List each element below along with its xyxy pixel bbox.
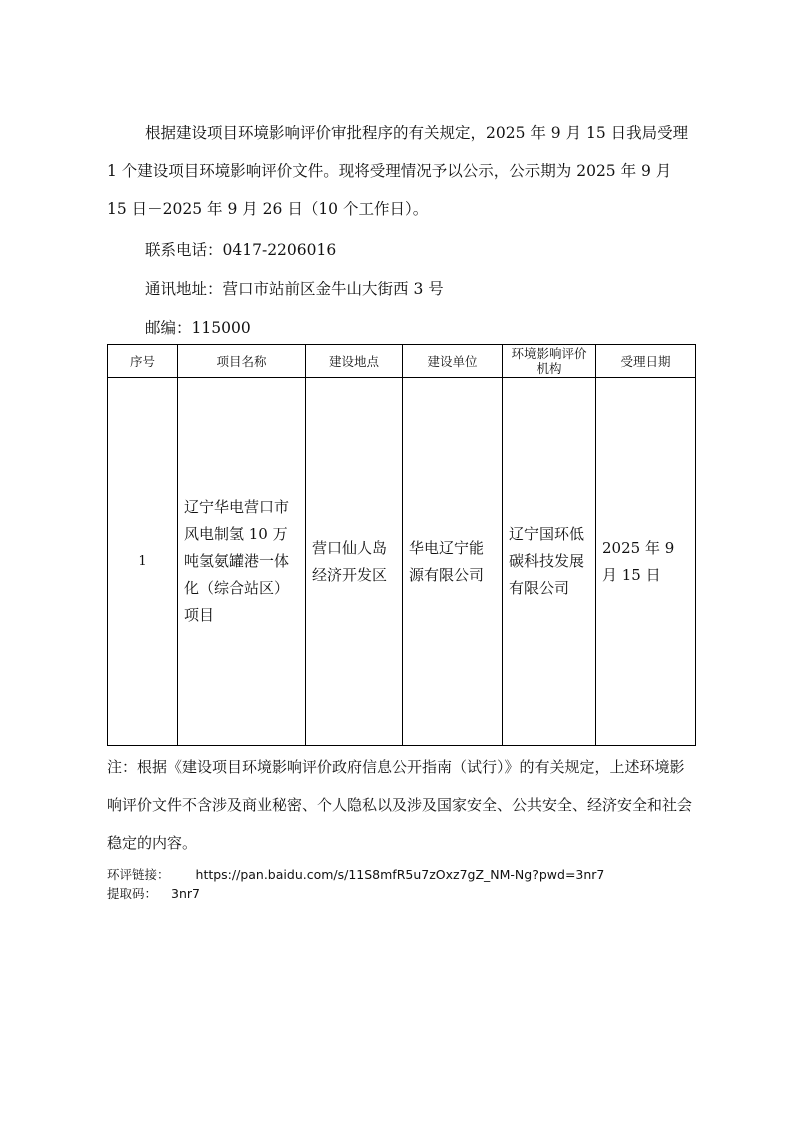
table-row (108, 378, 696, 746)
extract-code-row (107, 884, 200, 902)
cell-serial: 1 (108, 378, 178, 746)
table-header-row (108, 345, 696, 378)
cell-location: 营口仙人岛经济开发区 (306, 378, 403, 746)
header-builder: 建设单位 (403, 345, 503, 378)
project-table (107, 344, 696, 746)
intro-text: 根据建设项目环境影响评价审批程序的有关规定，2025 年 9 月 15 日我局受理 1 个建设项目环境影响评价文件。现将受理情况予以公示，公示期为 2025 年 9 月 15 日－2025 年 9 月 26 日（10 个工作日）。 (107, 124, 689, 218)
extract-code: 3nr7 (171, 886, 200, 901)
header-serial: 序号 (108, 345, 178, 378)
header-date: 受理日期 (596, 345, 696, 378)
code-label: 提取码： (107, 886, 158, 901)
address-label: 通讯地址： (145, 280, 223, 298)
phone-value: 0417-2206016 (222, 241, 337, 259)
postcode-value: 115000 (191, 319, 251, 337)
postcode-label: 邮编： (145, 319, 192, 337)
cell-project-name: 辽宁华电营口市风电制氢 10 万吨氢氨罐港一体化（综合站区）项目 (178, 378, 306, 746)
contact-phone (145, 238, 336, 260)
address-value: 营口市站前区金牛山大街西 3 号 (222, 280, 444, 298)
phone-label: 联系电话： (145, 241, 223, 259)
header-location: 建设地点 (306, 345, 403, 378)
intro-paragraph (107, 114, 692, 228)
link-label: 环评链接： (107, 867, 170, 882)
cell-agency: 辽宁国环低碳科技发展有限公司 (503, 378, 596, 746)
download-link-row (107, 865, 604, 883)
contact-address (145, 277, 444, 299)
download-link[interactable]: https://pan.baidu.com/s/11S8mfR5u7zOxz7gZ_NM-Ng?pwd=3nr7 (195, 867, 605, 882)
contact-postcode (145, 316, 251, 338)
cell-date: 2025 年 9 月 15 日 (596, 378, 696, 746)
cell-builder: 华电辽宁能源有限公司 (403, 378, 503, 746)
header-agency: 环境影响评价机构 (503, 345, 596, 378)
header-project-name: 项目名称 (178, 345, 306, 378)
legal-note: 注：根据《建设项目环境影响评价政府信息公开指南（试行）》的有关规定，上述环境影响评价文件不含涉及商业秘密、个人隐私以及涉及国家安全、公共安全、经济安全和社会稳定的内容。 (107, 758, 693, 852)
